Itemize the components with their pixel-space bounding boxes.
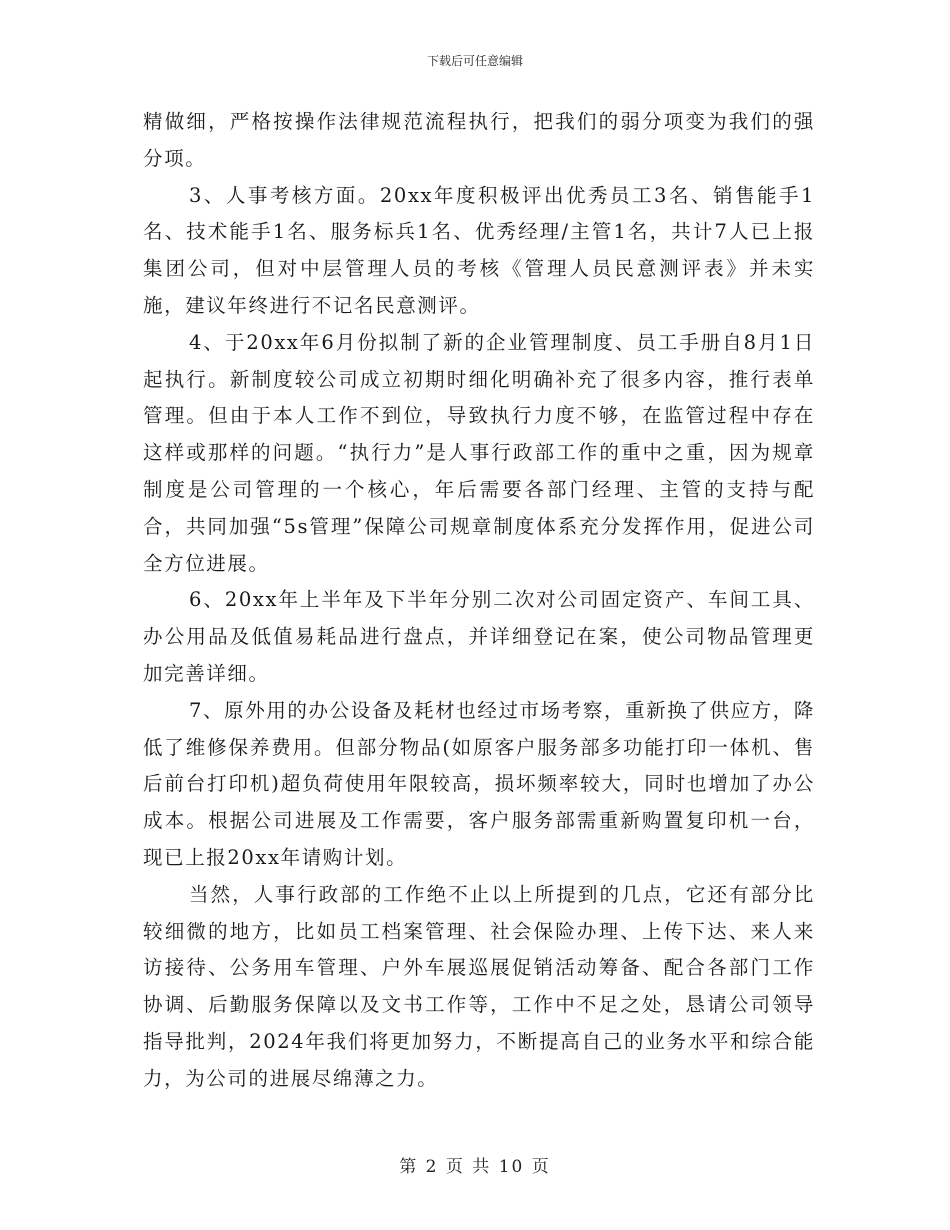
paragraph-item-3: 3、人事考核方面。20xx年度积极评出优秀员工3名、销售能手1名、技术能手1名、服务标兵1名、优秀经理/主管1名，共计7人已上报集团公司，但对中层管理人员的考核《管理人员民意测评表》并未实施，建议年终进行不记名民意测评。 (143, 183, 815, 317)
paragraph-conclusion: 当然，人事行政部的工作绝不止以上所提到的几点，它还有部分比较细微的地方，比如员工档案管理、社会保险办理、上传下达、来人来访接待、公务用车管理、户外车展巡展促销活动筹备、配合各部门工作协调、后勤服务保障以及文书工作等，工作中不足之处，恳请公司领导指导批判，2024年我们将更加努力，不断提高自己的业务水平和综合能力，为公司的进展尽绵薄之力。 (143, 882, 815, 1090)
page-header: 下载后可任意编辑 (426, 54, 523, 68)
paragraph-item-7: 7、原外用的办公设备及耗材也经过市场考察，重新换了供应方，降低了维修保养费用。但部分物品(如原客户服务部多功能打印一体机、售后前台打印机)超负荷使用年限较高，损坏频率较大，同时也增加了办公成本。根据公司进展及工作需要，客户服务部需重新购置复印机一台，现已上报20xx年请购计划。 (143, 698, 815, 869)
document-body (143, 104, 815, 1098)
paragraph-item-4: 4、于20xx年6月份拟制了新的企业管理制度、员工手册自8月1日起执行。新制度较公司成立初期时细化明确补充了很多内容，推行表单管理。但由于本人工作不到位，导致执行力度不够，在监管过程中存在这样或那样的问题。“执行力”是人事行政部工作的重中之重，因为规章制度是公司管理的一个核心，年后需要各部门经理、主管的支持与配合，共同加强“5s管理”保障公司规章制度体系充分发挥作用，促进公司全方位进展。 (143, 330, 815, 575)
page-number-footer: 第 2 页 共 10 页 (399, 1157, 551, 1177)
paragraph-continuation: 精做细，严格按操作法律规范流程执行，把我们的弱分项变为我们的强分项。 (143, 110, 815, 170)
paragraph-item-6: 6、20xx年上半年及下半年分别二次对公司固定资产、车间工具、办公用品及低值易耗品进行盘点，并详细登记在案，使公司物品管理更加完善详细。 (143, 588, 815, 685)
